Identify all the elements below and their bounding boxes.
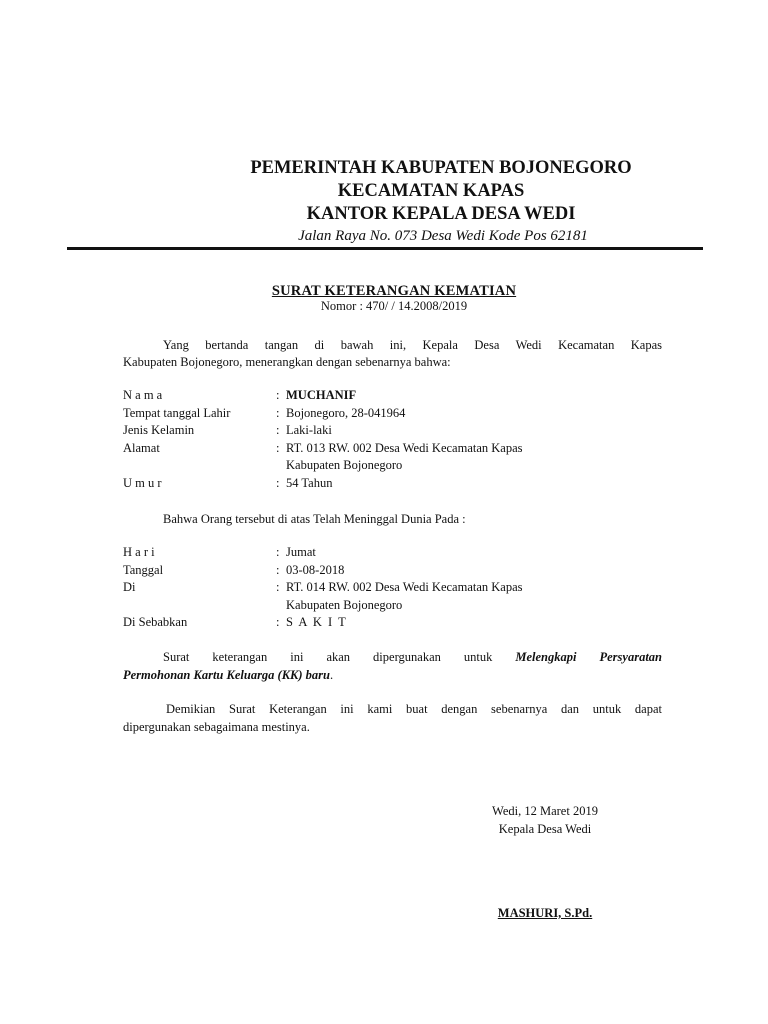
jk-colon: : bbox=[276, 423, 280, 437]
letterhead-divider bbox=[67, 247, 703, 250]
hari-label: H a r i bbox=[123, 545, 155, 559]
purpose-text: Surat keterangan ini akan dipergunakan untuk bbox=[163, 650, 516, 664]
umur-colon: : bbox=[276, 476, 280, 490]
nama-colon: : bbox=[276, 388, 280, 402]
ttl-value: Bojonegoro, 28-041964 bbox=[286, 406, 406, 420]
intro-line-1: Yang bertanda tangan di bawah ini, Kepala Desa Wedi Kecamatan Kapas bbox=[163, 338, 662, 352]
letterhead-address: Jalan Raya No. 073 Desa Wedi Kode Pos 62181 bbox=[298, 228, 588, 244]
letterhead-government: PEMERINTAH KABUPATEN BOJONEGORO bbox=[250, 158, 632, 178]
alamat-value-2: Kabupaten Bojonegoro bbox=[286, 458, 403, 472]
di-value-1: RT. 014 RW. 002 Desa Wedi Kecamatan Kapas bbox=[286, 580, 523, 594]
nama-label: N a m a bbox=[123, 388, 163, 402]
purpose-end: . bbox=[330, 668, 334, 682]
tanggal-value: 03-08-2018 bbox=[286, 563, 345, 577]
umur-value: 54 Tahun bbox=[286, 476, 333, 490]
sebab-colon: : bbox=[276, 615, 280, 629]
hari-value: Jumat bbox=[286, 545, 316, 559]
letter-title: SURAT KETERANGAN KEMATIAN bbox=[271, 283, 517, 299]
purpose-emphasis-2: Permohonan Kartu Keluarga (KK) baru bbox=[123, 668, 330, 682]
closing-line-1: Demikian Surat Keterangan ini kami buat dengan sebenarnya dan untuk dapat bbox=[166, 702, 662, 716]
letter-number: Nomor : 470/ / 14.2008/2019 bbox=[320, 299, 468, 313]
di-colon: : bbox=[276, 580, 280, 594]
nama-value: MUCHANIF bbox=[286, 388, 357, 402]
letterhead-district: KECAMATAN KAPAS bbox=[337, 181, 525, 201]
ttl-colon: : bbox=[276, 406, 280, 420]
signature-place-date: Wedi, 12 Maret 2019 bbox=[492, 804, 598, 818]
sebab-label: Di Sebabkan bbox=[123, 615, 188, 629]
hari-colon: : bbox=[276, 545, 280, 559]
letterhead-office: KANTOR KEPALA DESA WEDI bbox=[306, 204, 576, 224]
umur-label: U m u r bbox=[123, 476, 162, 490]
signature-position: Kepala Desa Wedi bbox=[498, 822, 592, 836]
di-value-2: Kabupaten Bojonegoro bbox=[286, 598, 403, 612]
tanggal-label: Tanggal bbox=[123, 563, 164, 577]
purpose-line-1 bbox=[163, 649, 662, 667]
alamat-value-1: RT. 013 RW. 002 Desa Wedi Kecamatan Kapas bbox=[286, 441, 523, 455]
ttl-label: Tempat tanggal Lahir bbox=[123, 406, 231, 420]
jk-value: Laki-laki bbox=[286, 423, 332, 437]
signature-name: MASHURI, S.Pd. bbox=[497, 906, 593, 920]
intro-line-2: Kabupaten Bojonegoro, menerangkan dengan sebenarnya bahwa: bbox=[123, 355, 451, 369]
alamat-colon: : bbox=[276, 441, 280, 455]
alamat-label: Alamat bbox=[123, 441, 160, 455]
jk-label: Jenis Kelamin bbox=[123, 423, 195, 437]
sebab-value: S A K I T bbox=[286, 615, 348, 629]
tanggal-colon: : bbox=[276, 563, 280, 577]
death-intro: Bahwa Orang tersebut di atas Telah Meninggal Dunia Pada : bbox=[163, 512, 466, 526]
closing-line-2: dipergunakan sebagaimana mestinya. bbox=[123, 720, 310, 734]
purpose-emphasis-1: Melengkapi Persyaratan bbox=[515, 650, 662, 664]
di-label: Di bbox=[123, 580, 136, 594]
purpose-line-2 bbox=[123, 667, 333, 685]
